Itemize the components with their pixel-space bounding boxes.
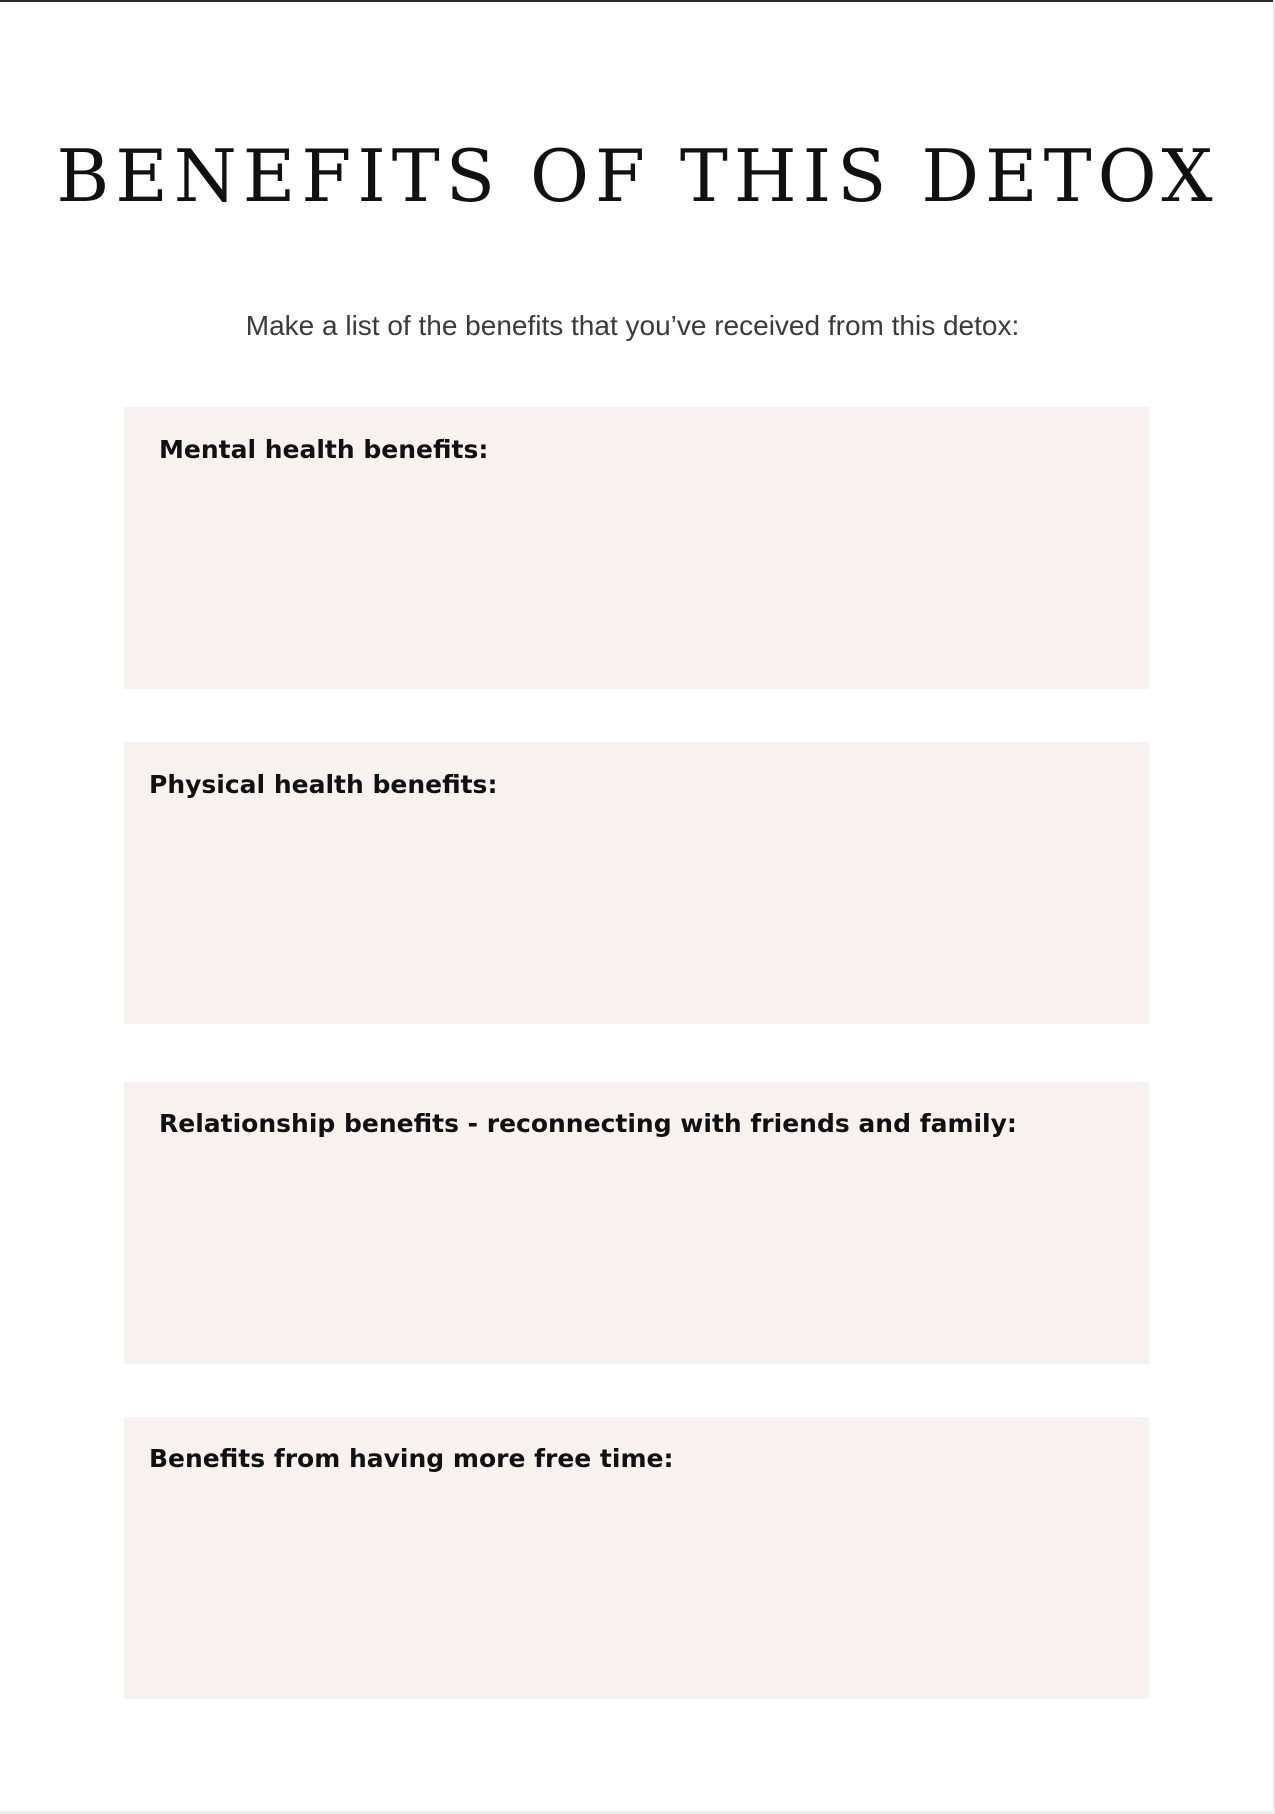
mental-health-benefits-label: Mental health benefits: xyxy=(159,435,489,464)
instructions-text: Make a list of the benefits that you’ve received from this detox: xyxy=(245,310,1020,341)
page-title: BENEFITS OF THIS DETOX xyxy=(56,134,1219,218)
relationship-benefits-box[interactable] xyxy=(124,1082,1149,1364)
top-border-line xyxy=(0,0,1275,2)
free-time-benefits-label: Benefits from having more free time: xyxy=(149,1444,674,1473)
mental-health-benefits-box[interactable] xyxy=(124,407,1149,689)
free-time-benefits-box[interactable] xyxy=(124,1417,1149,1699)
physical-health-benefits-box[interactable] xyxy=(124,742,1149,1024)
physical-health-benefits-label: Physical health benefits: xyxy=(149,770,498,799)
relationship-benefits-label: Relationship benefits - reconnecting with friends and family: xyxy=(159,1109,1017,1138)
